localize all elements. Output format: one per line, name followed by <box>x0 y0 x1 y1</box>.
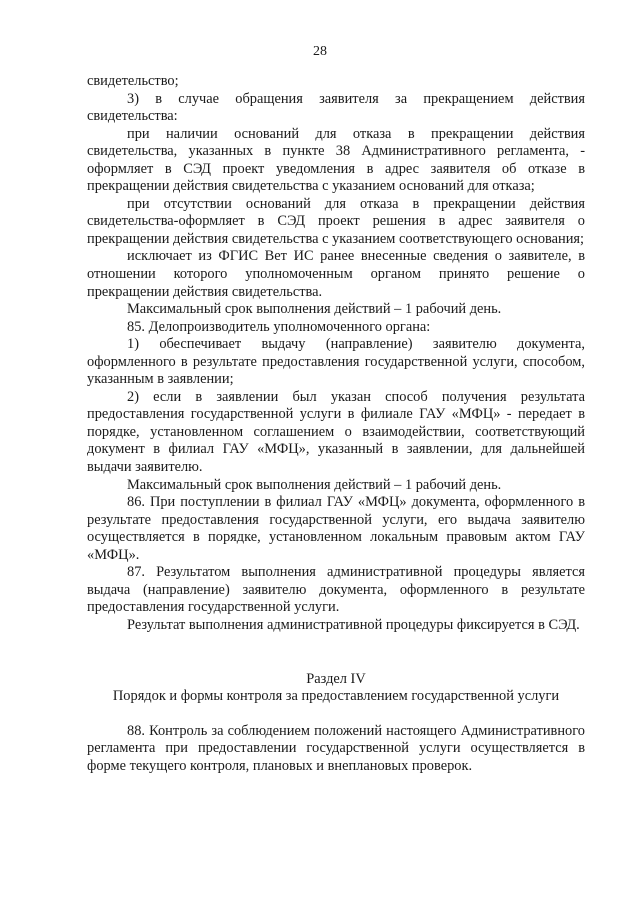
spacer <box>87 706 585 723</box>
paragraph: 2) если в заявлении был указан способ получения результата предоставления государственной услуги в филиале ГАУ «МФЦ» - передает в порядке, установленном соглашением о взаимодействии, соответствующий документ в филиал ГАУ «МФЦ», указанный в заявлении, для дальнейшей выдачи заявителю. <box>87 388 585 476</box>
paragraph: 87. Результатом выполнения административной процедуры является выдача (направление) заявителю документа, оформленного в результате предоставления государственной услуги. <box>87 564 585 616</box>
paragraph: 3) в случае обращения заявителя за прекращением действия свидетельства: <box>87 90 585 125</box>
paragraph: Результат выполнения административной процедуры фиксируется в СЭД. <box>127 616 580 633</box>
paragraph: 85. Делопроизводитель уполномоченного органа: <box>127 318 431 335</box>
paragraph: 86. При поступлении в филиал ГАУ «МФЦ» документа, оформленного в результате предоставления государственной услуги, его выдача заявителю осуществляется в порядке, установленном локальным правовым актом ГАУ «МФЦ». <box>87 494 585 563</box>
paragraph: 88. Контроль за соблюдением положений настоящего Административного регламента при предоставлении государственной услуги осуществляется в форме текущего контроля, плановых и внеплановых проверок. <box>87 722 585 774</box>
paragraph: свидетельство; <box>87 73 179 89</box>
paragraph: Максимальный срок выполнения действий – 1 рабочий день. <box>127 476 502 493</box>
section-title: Порядок и формы контроля за предоставлением государственной услуги <box>112 688 560 705</box>
paragraph: Максимальный срок выполнения действий – 1 рабочий день. <box>127 301 502 318</box>
document-body <box>87 73 585 775</box>
paragraph: при отсутствии оснований для отказа в прекращении действия свидетельства-оформляет в СЭД проект решения в адрес заявителя о прекращении действия свидетельства с указанием соответствующего основания; <box>87 195 585 247</box>
paragraph: 1) обеспечивает выдачу (направление) заявителю документа, оформленного в результате предоставления государственной услуги, способом, указанным в заявлении; <box>87 336 585 388</box>
page-number: 28 <box>313 44 327 59</box>
section-number: Раздел IV <box>306 670 366 687</box>
spacer <box>87 635 585 671</box>
paragraph: исключает из ФГИС Вет ИС ранее внесенные сведения о заявителе, в отношении которого уполномоченным органом принято решение о прекращении действия свидетельства. <box>87 248 585 300</box>
paragraph: при наличии оснований для отказа в прекращении действия свидетельства, указанных в пункте 38 Административного регламента, - оформляет в СЭД проект уведомления в адрес заявителя об отказе в прекращении действия свидетельства с указанием оснований для отказа; <box>87 125 585 195</box>
